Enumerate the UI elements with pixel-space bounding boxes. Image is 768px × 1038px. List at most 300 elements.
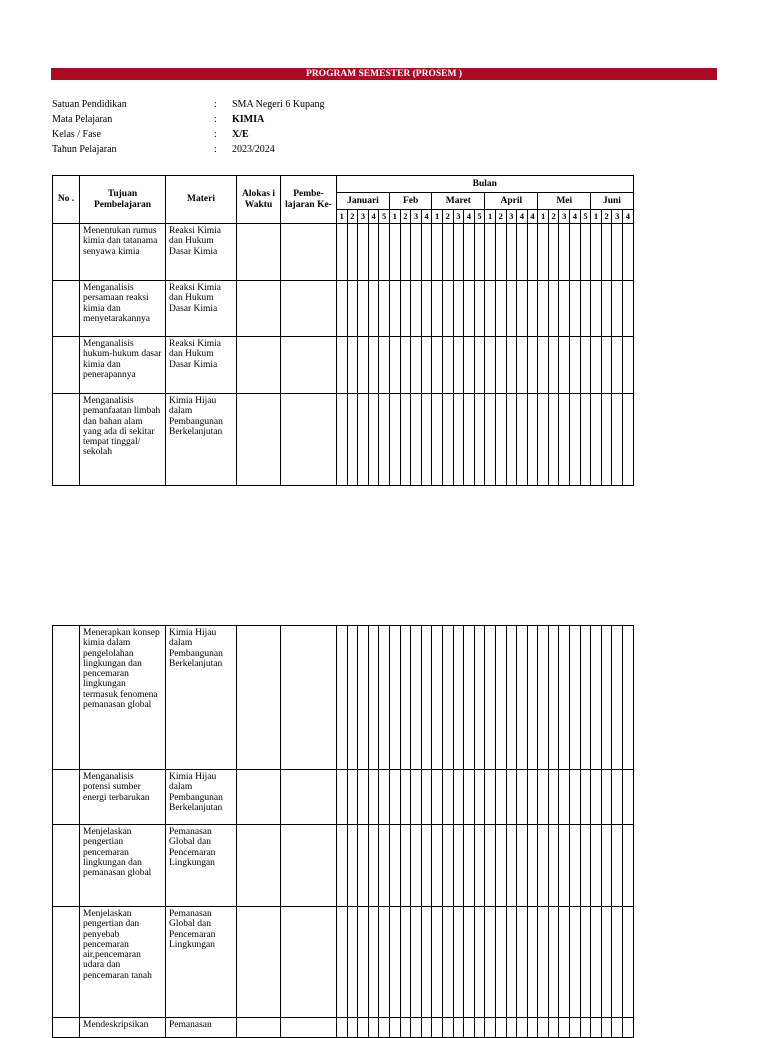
week-cell	[527, 1018, 538, 1038]
week-cell	[474, 825, 485, 907]
week-cell	[527, 770, 538, 825]
week-cell	[432, 337, 443, 394]
week-cell	[623, 626, 634, 770]
week-header: 1	[389, 210, 400, 224]
row-number	[53, 281, 80, 337]
alokasi-cell	[237, 394, 281, 486]
month-header: Januari	[337, 193, 390, 210]
week-cell	[517, 1018, 528, 1038]
week-cell	[337, 907, 348, 1018]
info-label: Mata Pelajaran	[52, 114, 113, 125]
info-label: Tahun Pelajaran	[52, 144, 117, 155]
week-cell	[379, 281, 390, 337]
week-cell	[517, 394, 528, 486]
week-cell	[442, 1018, 453, 1038]
week-cell	[358, 907, 369, 1018]
week-cell	[347, 626, 358, 770]
month-header: Mei	[538, 193, 591, 210]
week-cell	[421, 907, 432, 1018]
week-cell	[411, 626, 422, 770]
week-cell	[601, 907, 612, 1018]
row-number	[53, 626, 80, 770]
week-header: 4	[517, 210, 528, 224]
week-cell	[474, 1018, 485, 1038]
header-tujuan: Tujuan Pembelajaran	[80, 176, 166, 224]
week-cell	[601, 337, 612, 394]
info-label: Kelas / Fase	[52, 129, 101, 140]
tujuan-cell: Menjelaskan pengertian pencemaran lingkungan dan pemanasan global	[80, 825, 166, 907]
info-value: X/E	[232, 129, 249, 140]
header-alokasi: Alokas i Waktu	[237, 176, 281, 224]
week-cell	[570, 1018, 581, 1038]
row-number	[53, 770, 80, 825]
week-cell	[591, 281, 602, 337]
week-cell	[580, 394, 591, 486]
week-cell	[538, 1018, 549, 1038]
week-cell	[432, 825, 443, 907]
week-cell	[400, 825, 411, 907]
week-cell	[337, 825, 348, 907]
row-number	[53, 394, 80, 486]
week-cell	[389, 770, 400, 825]
week-cell	[570, 224, 581, 281]
week-cell	[548, 337, 559, 394]
alokasi-cell	[237, 907, 281, 1018]
week-cell	[548, 1018, 559, 1038]
week-cell	[580, 825, 591, 907]
week-cell	[358, 281, 369, 337]
week-cell	[389, 1018, 400, 1038]
week-cell	[347, 394, 358, 486]
alokasi-cell	[237, 281, 281, 337]
week-header: 1	[538, 210, 549, 224]
week-cell	[442, 281, 453, 337]
week-header: 1	[337, 210, 348, 224]
week-cell	[612, 394, 623, 486]
week-cell	[623, 224, 634, 281]
materi-cell: Reaksi Kimia dan Hukum Dasar Kimia	[166, 337, 237, 394]
week-cell	[601, 770, 612, 825]
week-cell	[347, 770, 358, 825]
week-cell	[601, 825, 612, 907]
week-cell	[379, 770, 390, 825]
table-row	[53, 770, 634, 825]
week-cell	[506, 394, 517, 486]
week-cell	[517, 224, 528, 281]
week-cell	[421, 281, 432, 337]
week-cell	[580, 1018, 591, 1038]
materi-cell: Reaksi Kimia dan Hukum Dasar Kimia	[166, 224, 237, 281]
week-cell	[379, 337, 390, 394]
week-cell	[421, 337, 432, 394]
week-cell	[358, 394, 369, 486]
tujuan-cell: Menganalisis potensi sumber energi terbarukan	[80, 770, 166, 825]
week-cell	[464, 337, 475, 394]
week-cell	[453, 337, 464, 394]
week-cell	[580, 337, 591, 394]
week-cell	[623, 1018, 634, 1038]
week-cell	[432, 1018, 443, 1038]
week-cell	[368, 394, 379, 486]
info-separator: :	[214, 129, 217, 140]
week-cell	[580, 626, 591, 770]
tujuan-cell: Menganalisis persamaan reaksi kimia dan menyetarakannya	[80, 281, 166, 337]
materi-cell: Kimia Hijau dalam Pembangunan Berkelanjutan	[166, 770, 237, 825]
week-cell	[379, 1018, 390, 1038]
week-cell	[400, 224, 411, 281]
week-cell	[400, 626, 411, 770]
week-cell	[453, 907, 464, 1018]
week-cell	[485, 1018, 496, 1038]
week-cell	[591, 337, 602, 394]
week-cell	[591, 1018, 602, 1038]
week-cell	[548, 626, 559, 770]
week-cell	[411, 1018, 422, 1038]
week-cell	[432, 224, 443, 281]
week-header: 2	[495, 210, 506, 224]
week-cell	[389, 281, 400, 337]
week-cell	[464, 281, 475, 337]
week-cell	[421, 825, 432, 907]
week-cell	[580, 281, 591, 337]
week-cell	[527, 337, 538, 394]
week-cell	[591, 907, 602, 1018]
header-bulan: Bulan	[337, 176, 634, 193]
week-cell	[506, 281, 517, 337]
week-cell	[570, 281, 581, 337]
week-cell	[548, 825, 559, 907]
week-header: 5	[379, 210, 390, 224]
alokasi-cell	[237, 224, 281, 281]
week-cell	[485, 224, 496, 281]
week-cell	[464, 770, 475, 825]
week-cell	[538, 626, 549, 770]
week-cell	[612, 907, 623, 1018]
week-cell	[400, 337, 411, 394]
week-cell	[411, 907, 422, 1018]
prosem-table-page-2	[52, 625, 634, 1038]
week-cell	[379, 626, 390, 770]
week-cell	[495, 394, 506, 486]
row-number	[53, 1018, 80, 1038]
week-cell	[485, 626, 496, 770]
week-cell	[559, 394, 570, 486]
pembelajaran-cell	[281, 281, 337, 337]
week-cell	[358, 626, 369, 770]
week-cell	[495, 626, 506, 770]
alokasi-cell	[237, 825, 281, 907]
tujuan-cell: Mendeskripsikan	[80, 1018, 166, 1038]
week-cell	[580, 907, 591, 1018]
alokasi-cell	[237, 626, 281, 770]
pembelajaran-cell	[281, 1018, 337, 1038]
week-cell	[464, 626, 475, 770]
week-cell	[506, 626, 517, 770]
week-cell	[358, 770, 369, 825]
week-cell	[389, 626, 400, 770]
week-header: 3	[506, 210, 517, 224]
week-cell	[411, 770, 422, 825]
week-cell	[495, 1018, 506, 1038]
week-cell	[453, 626, 464, 770]
week-cell	[432, 770, 443, 825]
week-cell	[591, 770, 602, 825]
week-cell	[421, 626, 432, 770]
week-cell	[453, 1018, 464, 1038]
week-cell	[474, 907, 485, 1018]
tujuan-cell: Menentukan rumus kimia dan tatanama senyawa kimia	[80, 224, 166, 281]
week-cell	[432, 281, 443, 337]
week-cell	[337, 770, 348, 825]
week-cell	[538, 337, 549, 394]
week-cell	[442, 770, 453, 825]
week-cell	[368, 1018, 379, 1038]
week-cell	[580, 770, 591, 825]
week-header: 1	[591, 210, 602, 224]
week-cell	[379, 224, 390, 281]
header-no: No .	[53, 176, 80, 224]
week-cell	[506, 1018, 517, 1038]
week-cell	[570, 626, 581, 770]
week-cell	[485, 281, 496, 337]
week-cell	[570, 825, 581, 907]
week-cell	[442, 907, 453, 1018]
week-header: 3	[411, 210, 422, 224]
week-cell	[485, 337, 496, 394]
week-header: 2	[601, 210, 612, 224]
week-cell	[548, 224, 559, 281]
pembelajaran-cell	[281, 770, 337, 825]
week-cell	[358, 337, 369, 394]
materi-cell: Pemanasan Global dan Pencemaran Lingkungan	[166, 825, 237, 907]
table-row	[53, 337, 634, 394]
row-number	[53, 907, 80, 1018]
week-cell	[368, 770, 379, 825]
week-cell	[538, 907, 549, 1018]
week-cell	[464, 394, 475, 486]
week-cell	[432, 394, 443, 486]
week-cell	[612, 626, 623, 770]
week-cell	[442, 337, 453, 394]
week-cell	[474, 281, 485, 337]
week-cell	[474, 770, 485, 825]
pembelajaran-cell	[281, 907, 337, 1018]
week-cell	[453, 770, 464, 825]
week-cell	[400, 1018, 411, 1038]
tujuan-cell: Menganalisis pemanfaatan limbah dan bahan alam yang ada di sekitar tempat tinggal/ sekolah	[80, 394, 166, 486]
week-cell	[612, 281, 623, 337]
week-header: 1	[485, 210, 496, 224]
week-header: 3	[612, 210, 623, 224]
week-cell	[559, 281, 570, 337]
week-cell	[548, 281, 559, 337]
week-cell	[347, 907, 358, 1018]
materi-cell: Kimia Hijau dalam Pembangunan Berkelanjutan	[166, 626, 237, 770]
week-cell	[538, 770, 549, 825]
week-cell	[538, 224, 549, 281]
week-header: 3	[358, 210, 369, 224]
week-cell	[347, 1018, 358, 1038]
week-cell	[411, 337, 422, 394]
week-cell	[442, 394, 453, 486]
week-cell	[559, 626, 570, 770]
week-header: 2	[442, 210, 453, 224]
week-cell	[527, 825, 538, 907]
pembelajaran-cell	[281, 626, 337, 770]
tujuan-cell: Menerapkan konsep kimia dalam pengelolahan lingkungan dan pencemaran lingkungan termasuk fenomena pemanasan global	[80, 626, 166, 770]
week-cell	[570, 337, 581, 394]
week-header: 4	[368, 210, 379, 224]
table-row	[53, 394, 634, 486]
week-cell	[379, 394, 390, 486]
pembelajaran-cell	[281, 224, 337, 281]
week-cell	[485, 394, 496, 486]
row-number	[53, 825, 80, 907]
week-cell	[389, 224, 400, 281]
week-cell	[337, 337, 348, 394]
week-cell	[517, 626, 528, 770]
week-cell	[527, 394, 538, 486]
tujuan-cell: Menjelaskan pengertian dan penyebab pencemaran air,pencemaran udara dan pencemaran tanah	[80, 907, 166, 1018]
week-header: 3	[559, 210, 570, 224]
week-cell	[559, 1018, 570, 1038]
week-cell	[411, 394, 422, 486]
week-cell	[337, 281, 348, 337]
week-cell	[358, 825, 369, 907]
table-row	[53, 224, 634, 281]
week-cell	[548, 907, 559, 1018]
week-cell	[442, 224, 453, 281]
week-cell	[623, 825, 634, 907]
week-cell	[612, 337, 623, 394]
materi-cell: Reaksi Kimia dan Hukum Dasar Kimia	[166, 281, 237, 337]
week-cell	[347, 224, 358, 281]
info-separator: :	[214, 99, 217, 110]
week-cell	[517, 907, 528, 1018]
week-cell	[570, 770, 581, 825]
week-cell	[559, 224, 570, 281]
week-cell	[623, 281, 634, 337]
header-materi: Materi	[166, 176, 237, 224]
week-header: 5	[580, 210, 591, 224]
week-cell	[400, 281, 411, 337]
week-cell	[432, 907, 443, 1018]
week-cell	[400, 770, 411, 825]
week-cell	[559, 770, 570, 825]
info-label: Satuan Pendidikan	[52, 99, 127, 110]
week-cell	[517, 281, 528, 337]
row-number	[53, 337, 80, 394]
week-cell	[559, 825, 570, 907]
week-cell	[337, 626, 348, 770]
week-cell	[570, 907, 581, 1018]
week-cell	[623, 907, 634, 1018]
week-cell	[601, 1018, 612, 1038]
week-cell	[464, 1018, 475, 1038]
week-cell	[485, 907, 496, 1018]
info-value: KIMIA	[232, 114, 265, 125]
week-cell	[495, 770, 506, 825]
week-cell	[517, 825, 528, 907]
info-value: 2023/2024	[232, 144, 275, 155]
week-cell	[474, 224, 485, 281]
week-cell	[538, 825, 549, 907]
week-header: 4	[527, 210, 538, 224]
week-cell	[368, 281, 379, 337]
week-cell	[485, 770, 496, 825]
week-cell	[464, 907, 475, 1018]
week-cell	[623, 394, 634, 486]
week-cell	[495, 907, 506, 1018]
month-header: Juni	[591, 193, 633, 210]
week-cell	[358, 224, 369, 281]
table-row	[53, 281, 634, 337]
week-cell	[337, 1018, 348, 1038]
week-cell	[453, 224, 464, 281]
info-separator: :	[214, 144, 217, 155]
week-cell	[506, 825, 517, 907]
week-cell	[347, 337, 358, 394]
materi-cell: Pemanasan	[166, 1018, 237, 1038]
info-separator: :	[214, 114, 217, 125]
week-header: 4	[421, 210, 432, 224]
week-cell	[453, 281, 464, 337]
week-cell	[601, 224, 612, 281]
week-cell	[506, 337, 517, 394]
week-cell	[421, 1018, 432, 1038]
week-cell	[495, 337, 506, 394]
month-header: Feb	[389, 193, 431, 210]
row-number	[53, 224, 80, 281]
week-cell	[411, 281, 422, 337]
table-row	[53, 907, 634, 1018]
week-cell	[623, 337, 634, 394]
week-cell	[432, 626, 443, 770]
week-cell	[368, 224, 379, 281]
pembelajaran-cell	[281, 394, 337, 486]
week-header: 1	[432, 210, 443, 224]
week-cell	[591, 394, 602, 486]
week-cell	[389, 337, 400, 394]
week-cell	[358, 1018, 369, 1038]
pembelajaran-cell	[281, 825, 337, 907]
week-cell	[517, 770, 528, 825]
week-cell	[548, 770, 559, 825]
week-header: 2	[347, 210, 358, 224]
week-cell	[591, 224, 602, 281]
week-cell	[591, 626, 602, 770]
week-cell	[347, 281, 358, 337]
week-cell	[453, 825, 464, 907]
week-cell	[442, 626, 453, 770]
week-cell	[506, 907, 517, 1018]
week-cell	[368, 825, 379, 907]
week-cell	[400, 907, 411, 1018]
week-cell	[411, 224, 422, 281]
week-cell	[337, 224, 348, 281]
week-header: 4	[464, 210, 475, 224]
week-cell	[527, 626, 538, 770]
week-cell	[559, 337, 570, 394]
week-header: 5	[474, 210, 485, 224]
tujuan-cell: Menganalisis hukum-hukum dasar kimia dan penerapannya	[80, 337, 166, 394]
alokasi-cell	[237, 770, 281, 825]
week-cell	[464, 825, 475, 907]
week-cell	[538, 394, 549, 486]
week-cell	[612, 1018, 623, 1038]
week-cell	[601, 626, 612, 770]
week-cell	[389, 825, 400, 907]
